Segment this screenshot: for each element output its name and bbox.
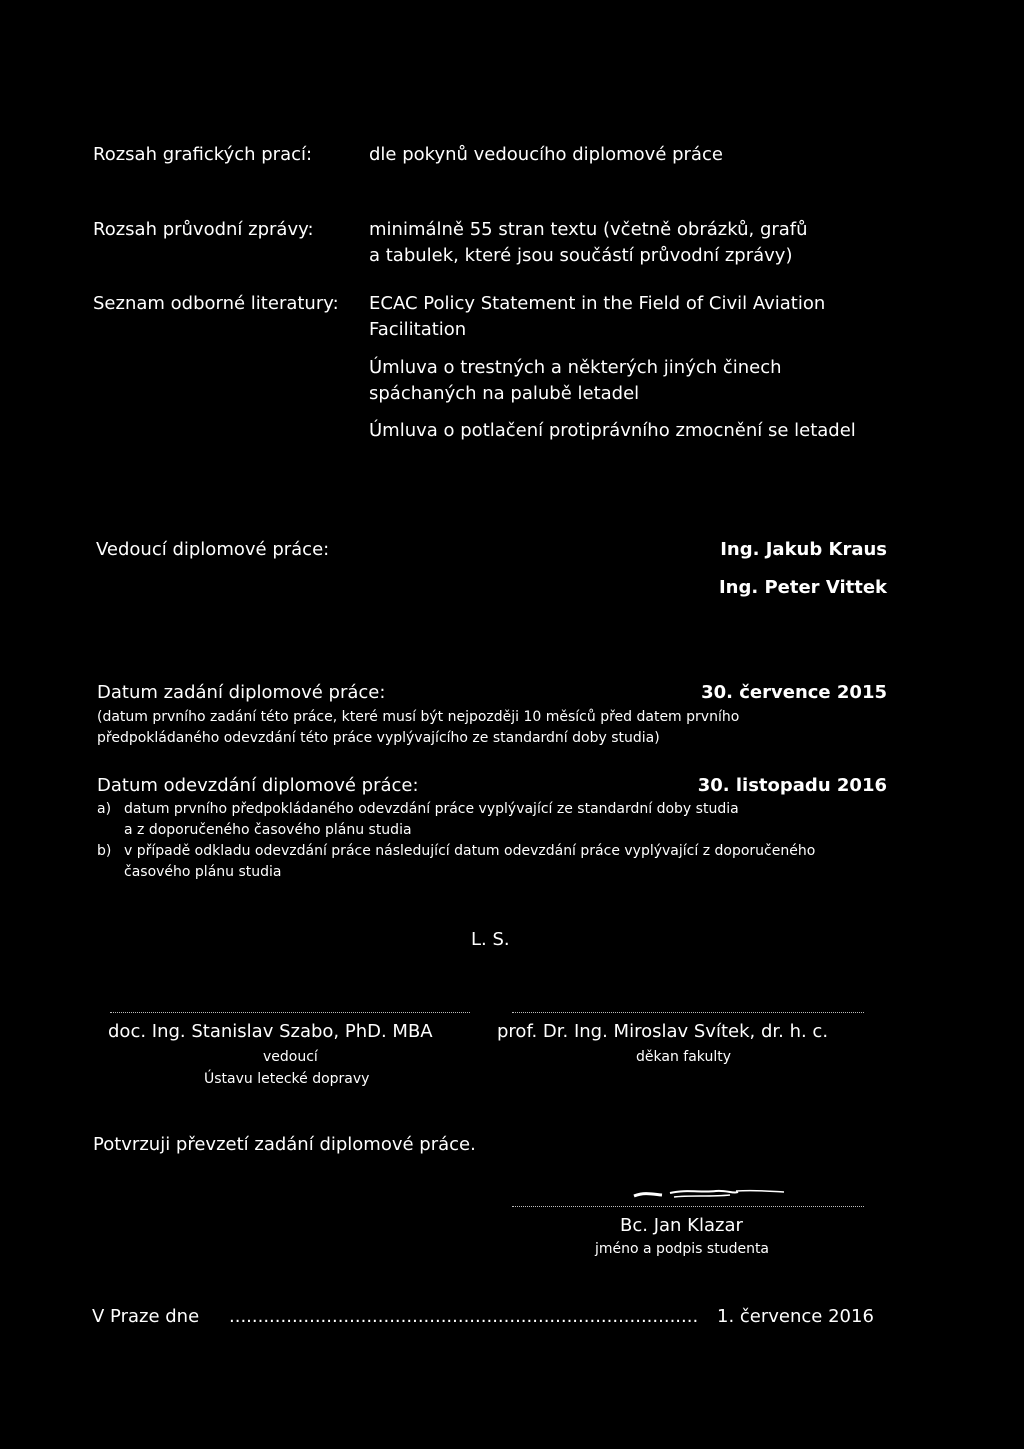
literature-label: Seznam odborné literatury: [93,293,339,314]
supervisor-name-1: Ing. Jakub Kraus [720,539,887,560]
student-name: Bc. Jan Klazar [620,1215,743,1236]
student-caption: jméno a podpis studenta [595,1241,770,1257]
submission-date-label: Datum odevzdání diplomové práce: [97,775,419,796]
signatory-left-name: doc. Ing. Stanislav Szabo, PhD. MBA [108,1021,433,1042]
signatory-right-name: prof. Dr. Ing. Miroslav Svítek, dr. h. c. [497,1021,829,1042]
submission-note-a-line2: a z doporučeného časového plánu studia [124,822,412,838]
literature-item-1-line1: ECAC Policy Statement in the Field of Civil Aviation [369,293,826,314]
assignment-date-label: Datum zadání diplomové práce: [97,682,386,703]
place-prefix: V Praze dne [92,1306,200,1327]
place-date-dots: .................................................................................. [229,1306,699,1327]
report-scope-label: Rozsah průvodní zprávy: [93,219,314,240]
report-scope-value-line2: a tabulek, které jsou součástí průvodní zprávy) [369,245,793,266]
signature-line-right [512,1012,864,1013]
graphics-scope-label: Rozsah grafických prací: [93,144,313,165]
report-scope-value-line1: minimálně 55 stran textu (včetně obrázků, grafů [369,219,808,240]
supervisor-name-2: Ing. Peter Vittek [718,577,887,598]
signatory-right-role: děkan fakulty [636,1049,731,1065]
signature-line-left [110,1012,470,1013]
seal-placeholder: L. S. [471,929,510,950]
assignment-date-note-line1: (datum prvního zadání této práce, které musí být nejpozději 10 měsíců před datem prvního [97,709,740,725]
assignment-date-value: 30. července 2015 [701,682,887,703]
literature-item-3-line1: Úmluva o potlačení protiprávního zmocnění se letadel [369,420,856,441]
submission-note-a-line1: datum prvního předpokládaného odevzdání práce vyplývající ze standardní doby studia [124,801,739,817]
place-date-value: 1. července 2016 [717,1306,874,1327]
student-signature-scribble [630,1184,790,1204]
submission-note-b-line1: v případě odkladu odevzdání práce následující datum odevzdání práce vyplývající z doporučeného [124,843,816,859]
literature-item-2-line1: Úmluva o trestných a některých jiných činech [369,357,782,378]
confirmation-text: Potvrzuji převzetí zadání diplomové práce. [93,1134,476,1155]
submission-note-b-marker: b) [97,843,112,859]
submission-note-b-line2: časového plánu studia [124,864,282,880]
submission-date-value: 30. listopadu 2016 [697,775,887,796]
assignment-date-note-line2: předpokládaného odevzdání této práce vyplývajícího ze standardní doby studia) [97,730,660,746]
supervisor-label: Vedoucí diplomové práce: [96,539,330,560]
submission-note-a-marker: a) [97,801,112,817]
student-signature-line [512,1206,864,1207]
signatory-left-department: Ústavu letecké dopravy [204,1071,370,1087]
signatory-left-role: vedoucí [263,1049,318,1065]
literature-item-1-line2: Facilitation [369,319,467,340]
graphics-scope-value: dle pokynů vedoucího diplomové práce [369,144,723,165]
literature-item-2-line2: spáchaných na palubě letadel [369,383,640,404]
